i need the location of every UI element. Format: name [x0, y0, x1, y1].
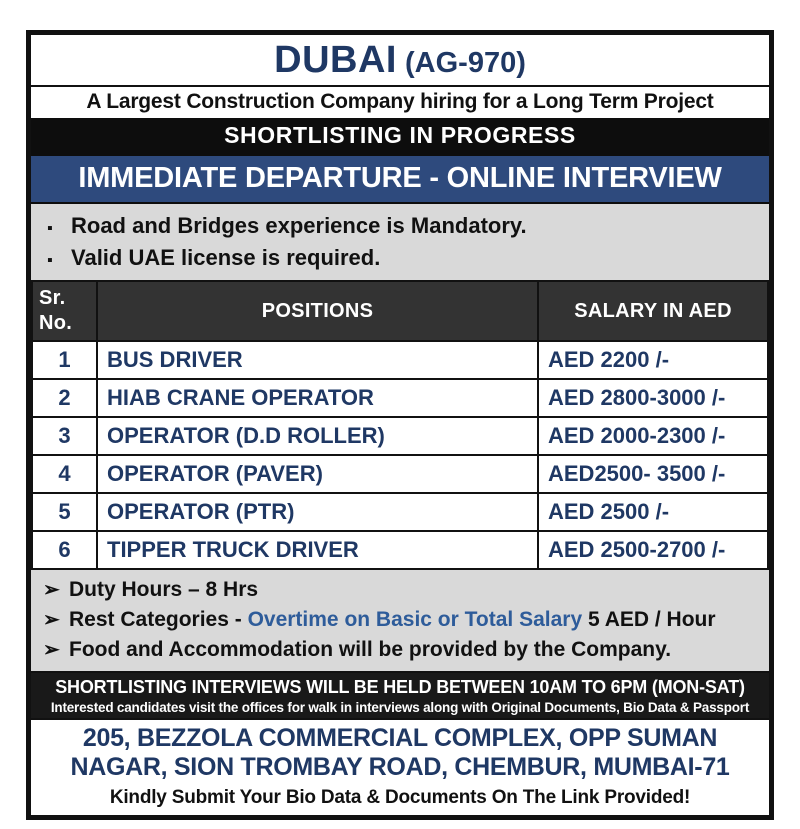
column-header-serial-line2: No.	[39, 312, 73, 335]
status-band	[31, 118, 769, 154]
page-title: DUBAI	[274, 39, 397, 81]
column-header-serial-line1: Sr.	[39, 287, 66, 310]
highlight-band	[31, 154, 769, 204]
cell-position: HIAB CRANE OPERATOR	[97, 379, 538, 417]
cell-salary: AED 2200 /-	[538, 341, 768, 379]
closing-note-text: Kindly Submit Your Bio Data & Documents On The Link Provided!	[109, 786, 691, 808]
cell-serial: 6	[32, 531, 97, 569]
column-header-positions: POSITIONS	[97, 281, 538, 341]
cell-position: TIPPER TRUCK DRIVER	[97, 531, 538, 569]
requirement-item	[31, 242, 769, 274]
closing-block	[31, 785, 769, 815]
positions-table-head	[32, 281, 768, 341]
term-item-rest-categories	[31, 605, 769, 635]
cell-serial: 1	[32, 341, 97, 379]
cell-serial: 4	[32, 455, 97, 493]
term-text-highlight: Overtime on Basic or Total Salary	[247, 608, 583, 632]
cell-salary: AED 2500 /-	[538, 493, 768, 531]
arrow-bullet-icon: ➢	[43, 579, 60, 602]
table-row	[32, 493, 768, 531]
status-band-text: SHORTLISTING IN PROGRESS	[224, 121, 576, 148]
table-row	[32, 417, 768, 455]
job-advertisement-poster	[26, 30, 774, 820]
requirements-block	[31, 204, 769, 280]
cell-salary: AED 2800-3000 /-	[538, 379, 768, 417]
title-band	[31, 35, 769, 85]
cell-serial: 2	[32, 379, 97, 417]
cell-salary: AED 2500-2700 /-	[538, 531, 768, 569]
cell-serial: 5	[32, 493, 97, 531]
cell-position: OPERATOR (D.D ROLLER)	[97, 417, 538, 455]
terms-block	[31, 570, 769, 670]
requirement-item	[31, 210, 769, 242]
cell-serial: 3	[32, 417, 97, 455]
column-header-salary: SALARY IN AED	[538, 281, 768, 341]
arrow-bullet-icon: ➢	[43, 638, 60, 661]
positions-table-body	[32, 341, 768, 569]
square-bullet-icon: ▪	[47, 219, 53, 237]
arrow-bullet-icon: ➢	[43, 609, 60, 632]
job-code: (AG-970)	[396, 47, 526, 79]
column-header-serial	[32, 281, 97, 341]
footer-dark-band	[31, 671, 769, 718]
subtitle-text: A Largest Construction Company hiring for a Long Term Project	[86, 89, 714, 113]
term-text-suffix: 5 AED / Hour	[582, 608, 716, 632]
requirement-text: Valid UAE license is required.	[71, 244, 381, 270]
term-text: Food and Accommodation will be provided by the Company.	[69, 637, 672, 661]
cell-salary: AED2500- 3500 /-	[538, 455, 768, 493]
interview-timing-text: SHORTLISTING INTERVIEWS WILL BE HELD BETWEEN 10AM TO 6PM (MON-SAT)	[55, 676, 745, 697]
requirement-text: Road and Bridges experience is Mandatory.	[71, 212, 527, 238]
address-block	[31, 718, 769, 785]
table-row	[32, 455, 768, 493]
cell-position: OPERATOR (PAVER)	[97, 455, 538, 493]
square-bullet-icon: ▪	[47, 251, 53, 269]
table-row	[32, 379, 768, 417]
walkin-note-text: Interested candidates visit the offices for walk in interviews along with Original Documents, Bio Data & Passport	[50, 699, 750, 715]
term-text-prefix: Rest Categories -	[69, 608, 248, 632]
positions-table	[31, 280, 769, 570]
cell-salary: AED 2000-2300 /-	[538, 417, 768, 455]
term-text	[69, 606, 716, 634]
term-item-duty-hours	[31, 575, 769, 605]
highlight-band-text: IMMEDIATE DEPARTURE - ONLINE INTERVIEW	[78, 161, 722, 194]
table-row	[32, 341, 768, 379]
cell-position: OPERATOR (PTR)	[97, 493, 538, 531]
term-text: Duty Hours – 8 Hrs	[69, 578, 259, 602]
table-row	[32, 531, 768, 569]
subtitle-band	[31, 85, 769, 118]
address-line-1: 205, BEZZOLA COMMERCIAL COMPLEX, OPP SUMAN	[82, 723, 718, 752]
address-line-2: NAGAR, SION TROMBAY ROAD, CHEMBUR, MUMBAI-71	[70, 753, 730, 782]
cell-position: BUS DRIVER	[97, 341, 538, 379]
table-header-row	[32, 281, 768, 341]
term-item-food-accommodation	[31, 635, 769, 665]
